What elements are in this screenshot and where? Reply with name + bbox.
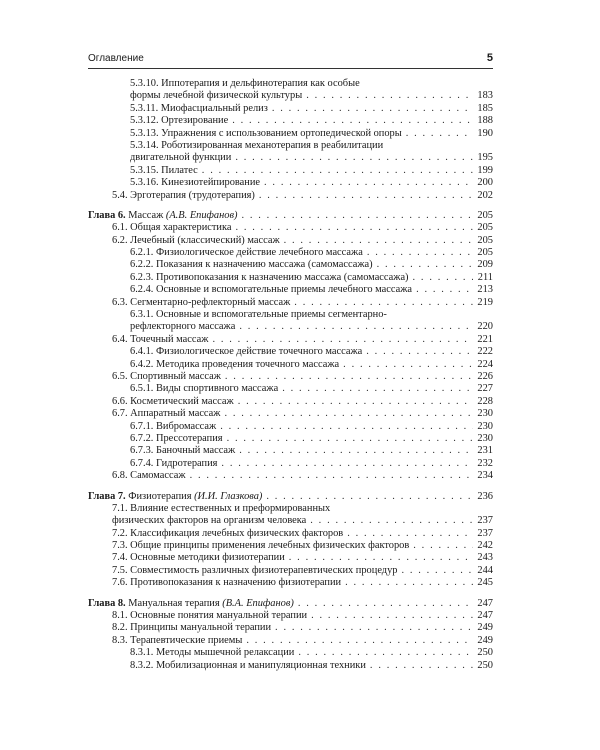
toc-entry-text: 5.3.11. Миофасциальный релиз <box>130 102 268 114</box>
toc-entry-text: 7.2. Классификация лечебных физических факторов <box>112 527 344 539</box>
toc-page-number: 250 <box>477 659 493 671</box>
leader-dots <box>272 103 473 115</box>
leader-dots <box>212 334 473 346</box>
toc-line <box>112 552 493 564</box>
toc-entry-text: 6.3.1. Основные и вспомогательные приемы сегментарно- <box>130 309 387 321</box>
toc-line <box>112 577 493 589</box>
toc-page-number: 205 <box>477 234 493 246</box>
toc-page-number: 247 <box>477 610 493 622</box>
leader-dots <box>190 470 473 482</box>
toc-entry[interactable] <box>88 528 493 540</box>
toc-entry-text: 7.3. Общие принципы применения лечебных физических факторов <box>112 540 410 552</box>
leader-dots <box>239 321 473 333</box>
toc-entry[interactable] <box>88 660 493 672</box>
leader-dots <box>298 598 473 610</box>
toc-line <box>130 660 493 672</box>
toc-entry-text: 5.3.15. Пилатес <box>130 164 198 176</box>
toc-line <box>130 346 493 358</box>
toc-page-number: 245 <box>477 577 493 589</box>
leader-dots <box>401 565 473 577</box>
leader-dots <box>227 433 473 445</box>
toc-page-number: 211 <box>477 271 493 283</box>
toc-entry[interactable] <box>88 297 493 309</box>
toc-page-number: 222 <box>477 346 493 358</box>
leader-dots <box>225 371 473 383</box>
toc-entry-text: 5.3.14. Роботизированная механотерапия в реабилитации <box>130 139 384 151</box>
toc-line <box>112 635 493 647</box>
toc-line <box>112 515 493 527</box>
toc-line <box>112 503 493 515</box>
toc-chapter-entry[interactable] <box>88 491 493 503</box>
toc-page-number: 202 <box>477 189 493 201</box>
toc-entry[interactable] <box>88 140 493 165</box>
leader-dots <box>306 90 473 102</box>
toc-entry-text: 6.7. Аппаратный массаж <box>112 408 221 420</box>
toc-line <box>130 309 493 321</box>
toc-page-number: 249 <box>477 634 493 646</box>
leader-dots <box>311 610 473 622</box>
toc-line <box>112 222 493 234</box>
toc-line <box>112 610 493 622</box>
toc-entry[interactable] <box>88 235 493 247</box>
toc-entry[interactable] <box>88 78 493 103</box>
toc-entry-text: 6.8. Самомассаж <box>112 470 186 482</box>
toc-entry-text: 7.4. Основные методики физиотерапии <box>112 552 285 564</box>
toc-line <box>130 458 493 470</box>
toc-entry[interactable] <box>88 503 493 528</box>
toc-line <box>130 177 493 189</box>
toc-entry-text: 5.3.16. Кинезиотейпирование <box>130 177 261 189</box>
toc-page-number: 205 <box>477 209 493 221</box>
toc-line <box>88 598 493 610</box>
leader-dots <box>370 660 473 672</box>
toc-line <box>130 647 493 659</box>
toc-entry-text: физических факторов на организм человека <box>112 515 307 527</box>
leader-dots <box>246 635 473 647</box>
toc-entry-text: 6.7.3. Баночный массаж <box>130 445 236 457</box>
toc-line <box>112 371 493 383</box>
chapter-title: Физиотерапия <box>125 490 195 502</box>
toc-entry-text: 8.3.1. Методы мышечной релаксации <box>130 647 295 659</box>
header-rule <box>88 68 493 69</box>
leader-dots <box>413 540 473 552</box>
toc-entry-text: двигательной функции <box>130 152 232 164</box>
leader-dots <box>406 128 473 140</box>
leader-dots <box>259 190 473 202</box>
header-page-number: 5 <box>486 52 493 64</box>
toc-line <box>130 128 493 140</box>
leader-dots <box>377 259 473 271</box>
toc-entry[interactable] <box>88 359 493 371</box>
leader-dots <box>235 152 473 164</box>
toc-page-number: 185 <box>477 102 493 114</box>
toc-line <box>112 540 493 552</box>
leader-dots <box>347 528 473 540</box>
toc-page-number: 230 <box>477 420 493 432</box>
toc-line <box>112 622 493 634</box>
toc-entry[interactable] <box>88 128 493 140</box>
toc-entry[interactable] <box>88 470 493 482</box>
toc-entry[interactable] <box>88 421 493 433</box>
toc-entry-text: рефлекторного массажа <box>130 321 236 333</box>
toc-entry[interactable] <box>88 622 493 634</box>
toc-page-number: 220 <box>477 321 493 333</box>
chapter-author: (И.И. Глазкова) <box>194 490 263 502</box>
toc-page-number: 213 <box>477 284 493 296</box>
leader-dots <box>367 247 473 259</box>
toc-entry-text: 6.6. Косметический массаж <box>112 395 234 407</box>
toc-page-number: 205 <box>477 247 493 259</box>
toc-page-number: 237 <box>477 527 493 539</box>
toc-line <box>112 408 493 420</box>
toc-entry[interactable] <box>88 433 493 445</box>
chapter-title: Мануальная терапия <box>125 597 223 609</box>
toc-entry-text: 6.7.4. Гидротерапия <box>130 457 218 469</box>
toc-line <box>130 165 493 177</box>
chapter-number: Глава 6. <box>88 209 126 221</box>
leader-dots <box>224 408 473 420</box>
toc-entry[interactable] <box>88 247 493 259</box>
leader-dots <box>345 577 473 589</box>
toc-entry-text: 8.3.2. Мобилизационная и манипуляционная техники <box>130 659 366 671</box>
toc-entry-text <box>88 210 237 222</box>
toc-entry[interactable] <box>88 190 493 202</box>
leader-dots <box>282 383 473 395</box>
toc-entry-text: 5.3.13. Упражнения с использованием ортопедической опоры <box>130 127 402 139</box>
toc-entry[interactable] <box>88 103 493 115</box>
toc-line <box>130 421 493 433</box>
toc-entry[interactable] <box>88 309 493 334</box>
chapter-number: Глава 8. <box>88 597 126 609</box>
toc-page-number: 243 <box>477 552 493 564</box>
toc-page-number: 199 <box>477 164 493 176</box>
toc-line <box>112 334 493 346</box>
toc-entry[interactable] <box>88 222 493 234</box>
toc-entry-text: 7.5. Совместимость различных физиотерапевтических процедур <box>112 564 398 576</box>
toc-page-number: 188 <box>477 115 493 127</box>
toc-line <box>112 235 493 247</box>
toc-entry-text: 6.2.3. Противопоказания к назначению массажа (самомассажа) <box>130 271 409 283</box>
toc-page-number: 224 <box>477 358 493 370</box>
toc-page-number: 195 <box>477 152 493 164</box>
toc-entry-text <box>88 598 294 610</box>
toc-page-number: 200 <box>477 177 493 189</box>
toc-page-number: 249 <box>477 622 493 634</box>
toc-page-number: 234 <box>477 470 493 482</box>
toc-line <box>130 140 493 152</box>
toc-entry-text: 6.4.2. Методика проведения точечного массажа <box>130 358 340 370</box>
toc-entry-text: 6.2.1. Физиологическое действие лечебного массажа <box>130 247 363 259</box>
toc-line <box>112 396 493 408</box>
leader-dots <box>416 284 473 296</box>
chapter-author: (В.А. Епифанов) <box>222 597 294 609</box>
toc-line <box>112 470 493 482</box>
toc-line <box>112 297 493 309</box>
toc-line <box>130 90 493 102</box>
leader-dots <box>202 165 473 177</box>
toc-entry-text: 6.7.1. Вибромассаж <box>130 420 217 432</box>
toc-entry-text: 8.1. Основные понятия мануальной терапии <box>112 610 308 622</box>
toc-entry-text: 6.7.2. Прессотерапия <box>130 432 223 444</box>
running-header <box>88 53 493 67</box>
toc-line <box>112 565 493 577</box>
toc-entry-text: 6.2.2. Показания к назначению массажа (самомассажа) <box>130 259 373 271</box>
leader-dots <box>241 210 473 222</box>
toc-entry-text: 5.3.10. Иппотерапия и дельфинотерапия как особые <box>130 78 360 89</box>
toc-entry-text: 6.4.1. Физиологическое действие точечного массажа <box>130 346 363 358</box>
toc-entry[interactable] <box>88 165 493 177</box>
toc-line <box>130 445 493 457</box>
toc-line <box>130 78 493 90</box>
toc-page-number: 190 <box>477 127 493 139</box>
toc-line <box>130 359 493 371</box>
toc-entry[interactable] <box>88 259 493 271</box>
toc-entry[interactable] <box>88 272 493 284</box>
toc-entry-text: 5.4. Эрготерапия (трудотерапия) <box>112 189 255 201</box>
toc-entry-text: 6.5. Спортивный массаж <box>112 370 221 382</box>
toc-entry-text <box>88 491 262 503</box>
toc-entry-text: 6.2.4. Основные и вспомогательные приемы лечебного массажа <box>130 284 413 296</box>
table-of-contents <box>88 78 493 672</box>
leader-dots <box>220 421 473 433</box>
leader-dots <box>221 458 473 470</box>
toc-entry[interactable] <box>88 396 493 408</box>
toc-page-number: 183 <box>477 90 493 102</box>
toc-line <box>130 284 493 296</box>
toc-entry[interactable] <box>88 577 493 589</box>
leader-dots <box>289 552 473 564</box>
toc-entry-text: 8.3. Терапевтические приемы <box>112 634 243 646</box>
toc-entry[interactable] <box>88 371 493 383</box>
toc-entry[interactable] <box>88 610 493 622</box>
toc-line <box>88 210 493 222</box>
toc-page-number: 221 <box>477 333 493 345</box>
toc-entry[interactable] <box>88 445 493 457</box>
toc-entry[interactable] <box>88 346 493 358</box>
leader-dots <box>238 396 473 408</box>
toc-entry-text: 7.1. Влияние естественных и преформированных <box>112 502 331 514</box>
toc-line <box>130 115 493 127</box>
toc-line <box>130 259 493 271</box>
toc-entry[interactable] <box>88 647 493 659</box>
toc-entry-text: 6.5.1. Виды спортивного массажа <box>130 383 279 395</box>
toc-page-number: 250 <box>477 647 493 659</box>
toc-line <box>130 321 493 333</box>
toc-entry[interactable] <box>88 334 493 346</box>
leader-dots <box>284 235 473 247</box>
chapter-title: Массаж <box>125 209 166 221</box>
toc-page-number: 231 <box>477 445 493 457</box>
toc-chapter-entry[interactable] <box>88 598 493 610</box>
toc-page-number: 242 <box>477 540 493 552</box>
leader-dots <box>239 445 473 457</box>
toc-entry[interactable] <box>88 383 493 395</box>
toc-entry-text: формы лечебной физической культуры <box>130 90 303 102</box>
toc-line <box>130 433 493 445</box>
leader-dots <box>266 491 473 503</box>
toc-page-number: 219 <box>477 296 493 308</box>
toc-entry-text: 5.3.12. Ортезирование <box>130 115 229 127</box>
leader-dots <box>310 515 473 527</box>
toc-line <box>88 491 493 503</box>
leader-dots <box>298 647 473 659</box>
leader-dots <box>232 115 473 127</box>
toc-line <box>130 247 493 259</box>
toc-line <box>112 190 493 202</box>
toc-entry[interactable] <box>88 565 493 577</box>
toc-chapter-entry[interactable] <box>88 210 493 222</box>
toc-line <box>130 272 493 284</box>
chapter-author: (А.В. Епифанов) <box>165 209 238 221</box>
toc-entry-text: 6.2. Лечебный (классический) массаж <box>112 234 280 246</box>
toc-entry[interactable] <box>88 458 493 470</box>
toc-entry-text: 6.4. Точечный массаж <box>112 333 209 345</box>
toc-page-number: 226 <box>477 370 493 382</box>
toc-page-number: 244 <box>477 564 493 576</box>
toc-entry[interactable] <box>88 408 493 420</box>
leader-dots <box>235 222 473 234</box>
toc-page-number: 228 <box>477 395 493 407</box>
toc-entry[interactable] <box>88 177 493 189</box>
leader-dots <box>366 346 473 358</box>
toc-page-number: 232 <box>477 457 493 469</box>
leader-dots <box>294 297 473 309</box>
toc-page-number: 227 <box>477 383 493 395</box>
toc-entry-text: 7.6. Противопоказания к назначению физиотерапии <box>112 577 342 589</box>
toc-page-number: 247 <box>477 597 493 609</box>
toc-line <box>112 528 493 540</box>
toc-line <box>130 152 493 164</box>
leader-dots <box>343 359 473 371</box>
toc-entry-text: 6.3. Сегментарно-рефлекторный массаж <box>112 296 291 308</box>
toc-entry[interactable] <box>88 635 493 647</box>
toc-entry-text: 8.2. Принципы мануальной терапии <box>112 622 272 634</box>
chapter-number: Глава 7. <box>88 490 126 502</box>
toc-page-number: 230 <box>477 432 493 444</box>
toc-entry[interactable] <box>88 115 493 127</box>
toc-line <box>130 383 493 395</box>
toc-entry[interactable] <box>88 552 493 564</box>
leader-dots <box>264 177 473 189</box>
toc-page-number: 237 <box>477 515 493 527</box>
leader-dots <box>275 622 473 634</box>
toc-entry[interactable] <box>88 284 493 296</box>
toc-entry-text: 6.1. Общая характеристика <box>112 222 232 234</box>
toc-page-number: 209 <box>477 259 493 271</box>
toc-entry[interactable] <box>88 540 493 552</box>
toc-page-number: 236 <box>477 490 493 502</box>
toc-page-number: 230 <box>477 408 493 420</box>
toc-line <box>130 103 493 115</box>
leader-dots <box>413 272 473 284</box>
header-section-title: Оглавление <box>88 53 144 64</box>
toc-page-number: 205 <box>477 222 493 234</box>
